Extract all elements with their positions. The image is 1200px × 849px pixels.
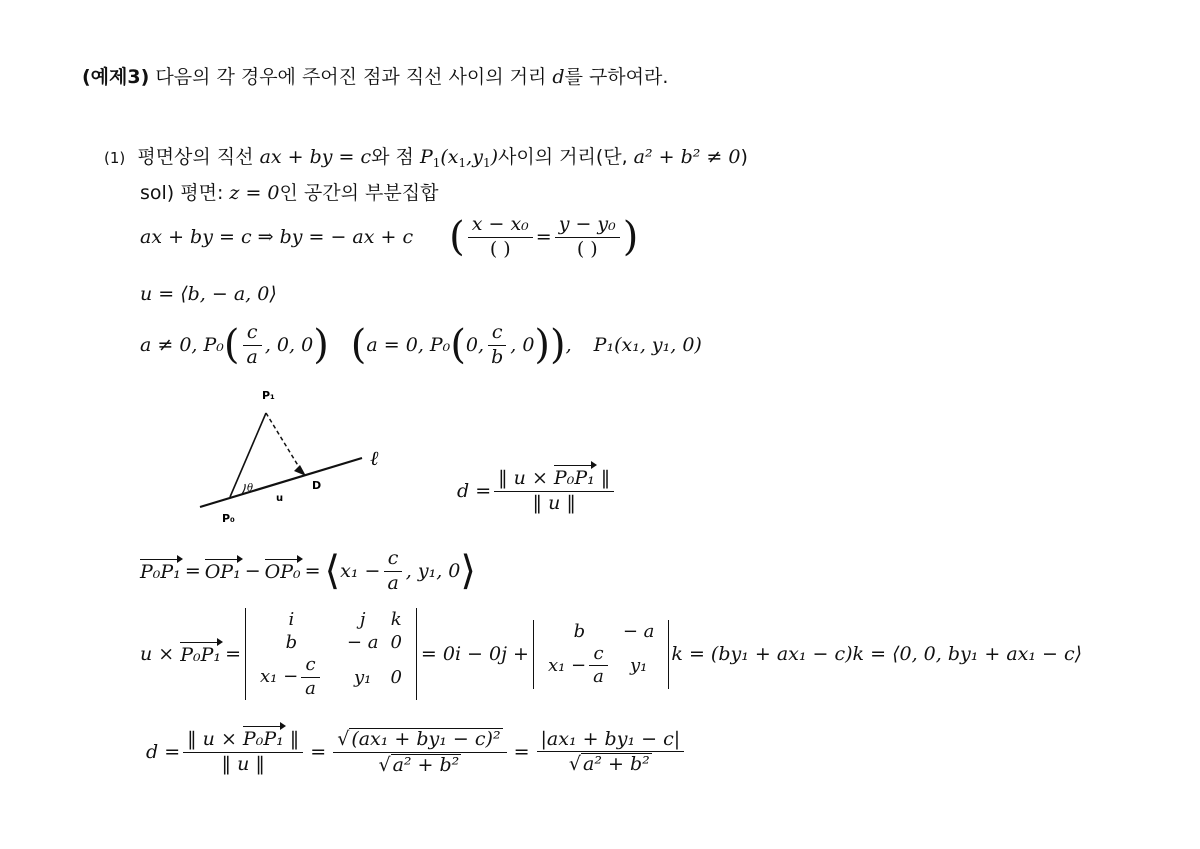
geometry-figure — [190, 385, 400, 530]
arrowhead-d — [294, 465, 306, 476]
eq6-eq1: = — [310, 741, 327, 764]
eq3-tail2: , 0 — [510, 334, 535, 357]
perpendicular-dashed — [266, 413, 302, 472]
example-title — [82, 62, 668, 89]
equation-line-4: P₀P₁ = OP₁ − OP₀ = ⟨ x₁ − $\frac{c}{a}$ , y₁, 0 ⟩ — [140, 547, 476, 595]
distance-formula — [457, 468, 617, 515]
problem-text-a: 평면상의 직선 — [137, 146, 260, 168]
solution-intro — [140, 178, 438, 205]
eq4-x1: x₁ − — [340, 560, 381, 583]
eq4-rest: , y₁, 0 — [405, 560, 461, 583]
problem-number: (1) — [104, 149, 126, 167]
eq3-zero: 0, — [465, 334, 485, 357]
title-var-d: d — [552, 66, 565, 88]
eq5-mid: = 0i − 0j + — [420, 643, 529, 666]
eq6-eq2: = — [513, 741, 530, 764]
paren-left: ( — [449, 214, 465, 261]
eq6-frac1: $\frac{\text{‖ u × P₀P₁ ‖}}{‖ u ‖}$ — [183, 729, 303, 776]
eq5-vec: P₀P₁ — [180, 644, 222, 667]
determinant-3x3: i j k b − a 0 x₁ − $\frac{c}{a}$ y₁ 0 — [245, 608, 417, 700]
eq1-fraction-y: $\frac{\text{y − y₀}}{( )}$ — [555, 214, 620, 261]
eq3-frac-ca: $\frac{c}{a}$ — [243, 322, 262, 369]
problem-text-d: ) — [740, 146, 748, 168]
eq3-point-p1: P₁(x₁, y₁, 0) — [593, 334, 702, 357]
equation-line-5 — [140, 608, 1082, 700]
eq4-frac: $\frac{c}{a}$ — [383, 548, 402, 595]
plane-equation: z = 0 — [229, 182, 280, 204]
eq1-fraction-x: $\frac{\text{x − x₀}}{( )}$ — [468, 214, 533, 261]
vec-op0: OP₀ — [264, 561, 301, 584]
eq5-lhs: u × — [140, 643, 175, 666]
title-text-a: 다음의 각 경우에 주어진 점과 직선 사이의 거리 — [155, 66, 553, 88]
point-p1: $P_1(x_1,y_1)$ — [419, 146, 499, 170]
eq4-eq2: = — [304, 560, 321, 583]
label-p0: P₀ — [222, 512, 235, 525]
example-label: (예제3) — [82, 66, 150, 88]
label-theta: θ — [247, 483, 254, 494]
determinant-2x2: b − a x₁ − $\frac{c}{a}$ y₁ — [533, 620, 669, 689]
label-p1: P₁ — [262, 389, 275, 402]
problem-text-c: 사이의 거리(단, — [498, 146, 634, 168]
direction-vector: u = ⟨b, − a, 0⟩ — [140, 283, 277, 305]
eq3-frac-cb: $\frac{c}{b}$ — [487, 322, 507, 369]
equation-line-1 — [140, 214, 638, 261]
title-text-b: 를 구하여라. — [564, 66, 669, 88]
eq6-d: d = — [146, 741, 181, 764]
problem-1 — [104, 142, 748, 170]
eqd-fraction: $\frac{\text{‖ u × P₀P₁ ‖}}{‖ u ‖}$ — [494, 468, 614, 515]
eqd-d: d = — [457, 480, 492, 503]
eq5-eq: = — [225, 643, 241, 666]
eq3-case-b: a = 0, P₀ — [366, 334, 451, 357]
eq3-comma: , — [565, 334, 572, 357]
equation-line-6 — [146, 728, 687, 777]
eq4-eq1: = — [184, 560, 201, 583]
label-u: u — [276, 493, 284, 504]
equation-line-3: a ≠ 0, P₀ ( $\frac{c}{a}$ , 0, 0 ) ( a = 0, P₀ ( 0, $\frac{c}{b}$ , 0 )) , P₁(x₁, y₁, 0) — [140, 321, 702, 369]
eq1-equals: = — [535, 226, 552, 249]
eq4-minus: − — [244, 560, 261, 583]
line-equation: ax + by = c — [259, 146, 372, 168]
vec-op1: OP₁ — [204, 561, 241, 584]
condition: a² + b² ≠ 0 — [633, 146, 741, 168]
sol-label: sol) — [140, 182, 175, 204]
vec-p0p1: P₀P₁ — [140, 561, 181, 584]
label-l: ℓ — [370, 446, 379, 470]
eq1-lhs: ax + by = c ⇒ by = − ax + c — [140, 226, 414, 249]
eq5-rhs: k = (by₁ + ax₁ − c)k = ⟨0, 0, by₁ + ax₁ − c⟩ — [671, 643, 1083, 666]
eq6-frac2: $\frac{\text{√ (ax₁ + by₁ − c)²}}{\text{√ a² + b²}}$ — [333, 728, 506, 777]
sol-text-b: 인 공간의 부분집합 — [279, 182, 439, 204]
eq3-case-a: a ≠ 0, P₀ — [140, 334, 224, 357]
sol-text-a: 평면: — [180, 182, 230, 204]
eq3-tail1: , 0, 0 — [264, 334, 314, 357]
label-d: D — [312, 479, 322, 492]
paren-right: ) — [622, 214, 639, 261]
problem-text-b: 와 점 — [371, 146, 420, 168]
eq6-frac3: $\frac{\text{|ax₁ + by₁ − c|}}{\text{√ a² + b²}}$ — [537, 729, 685, 777]
